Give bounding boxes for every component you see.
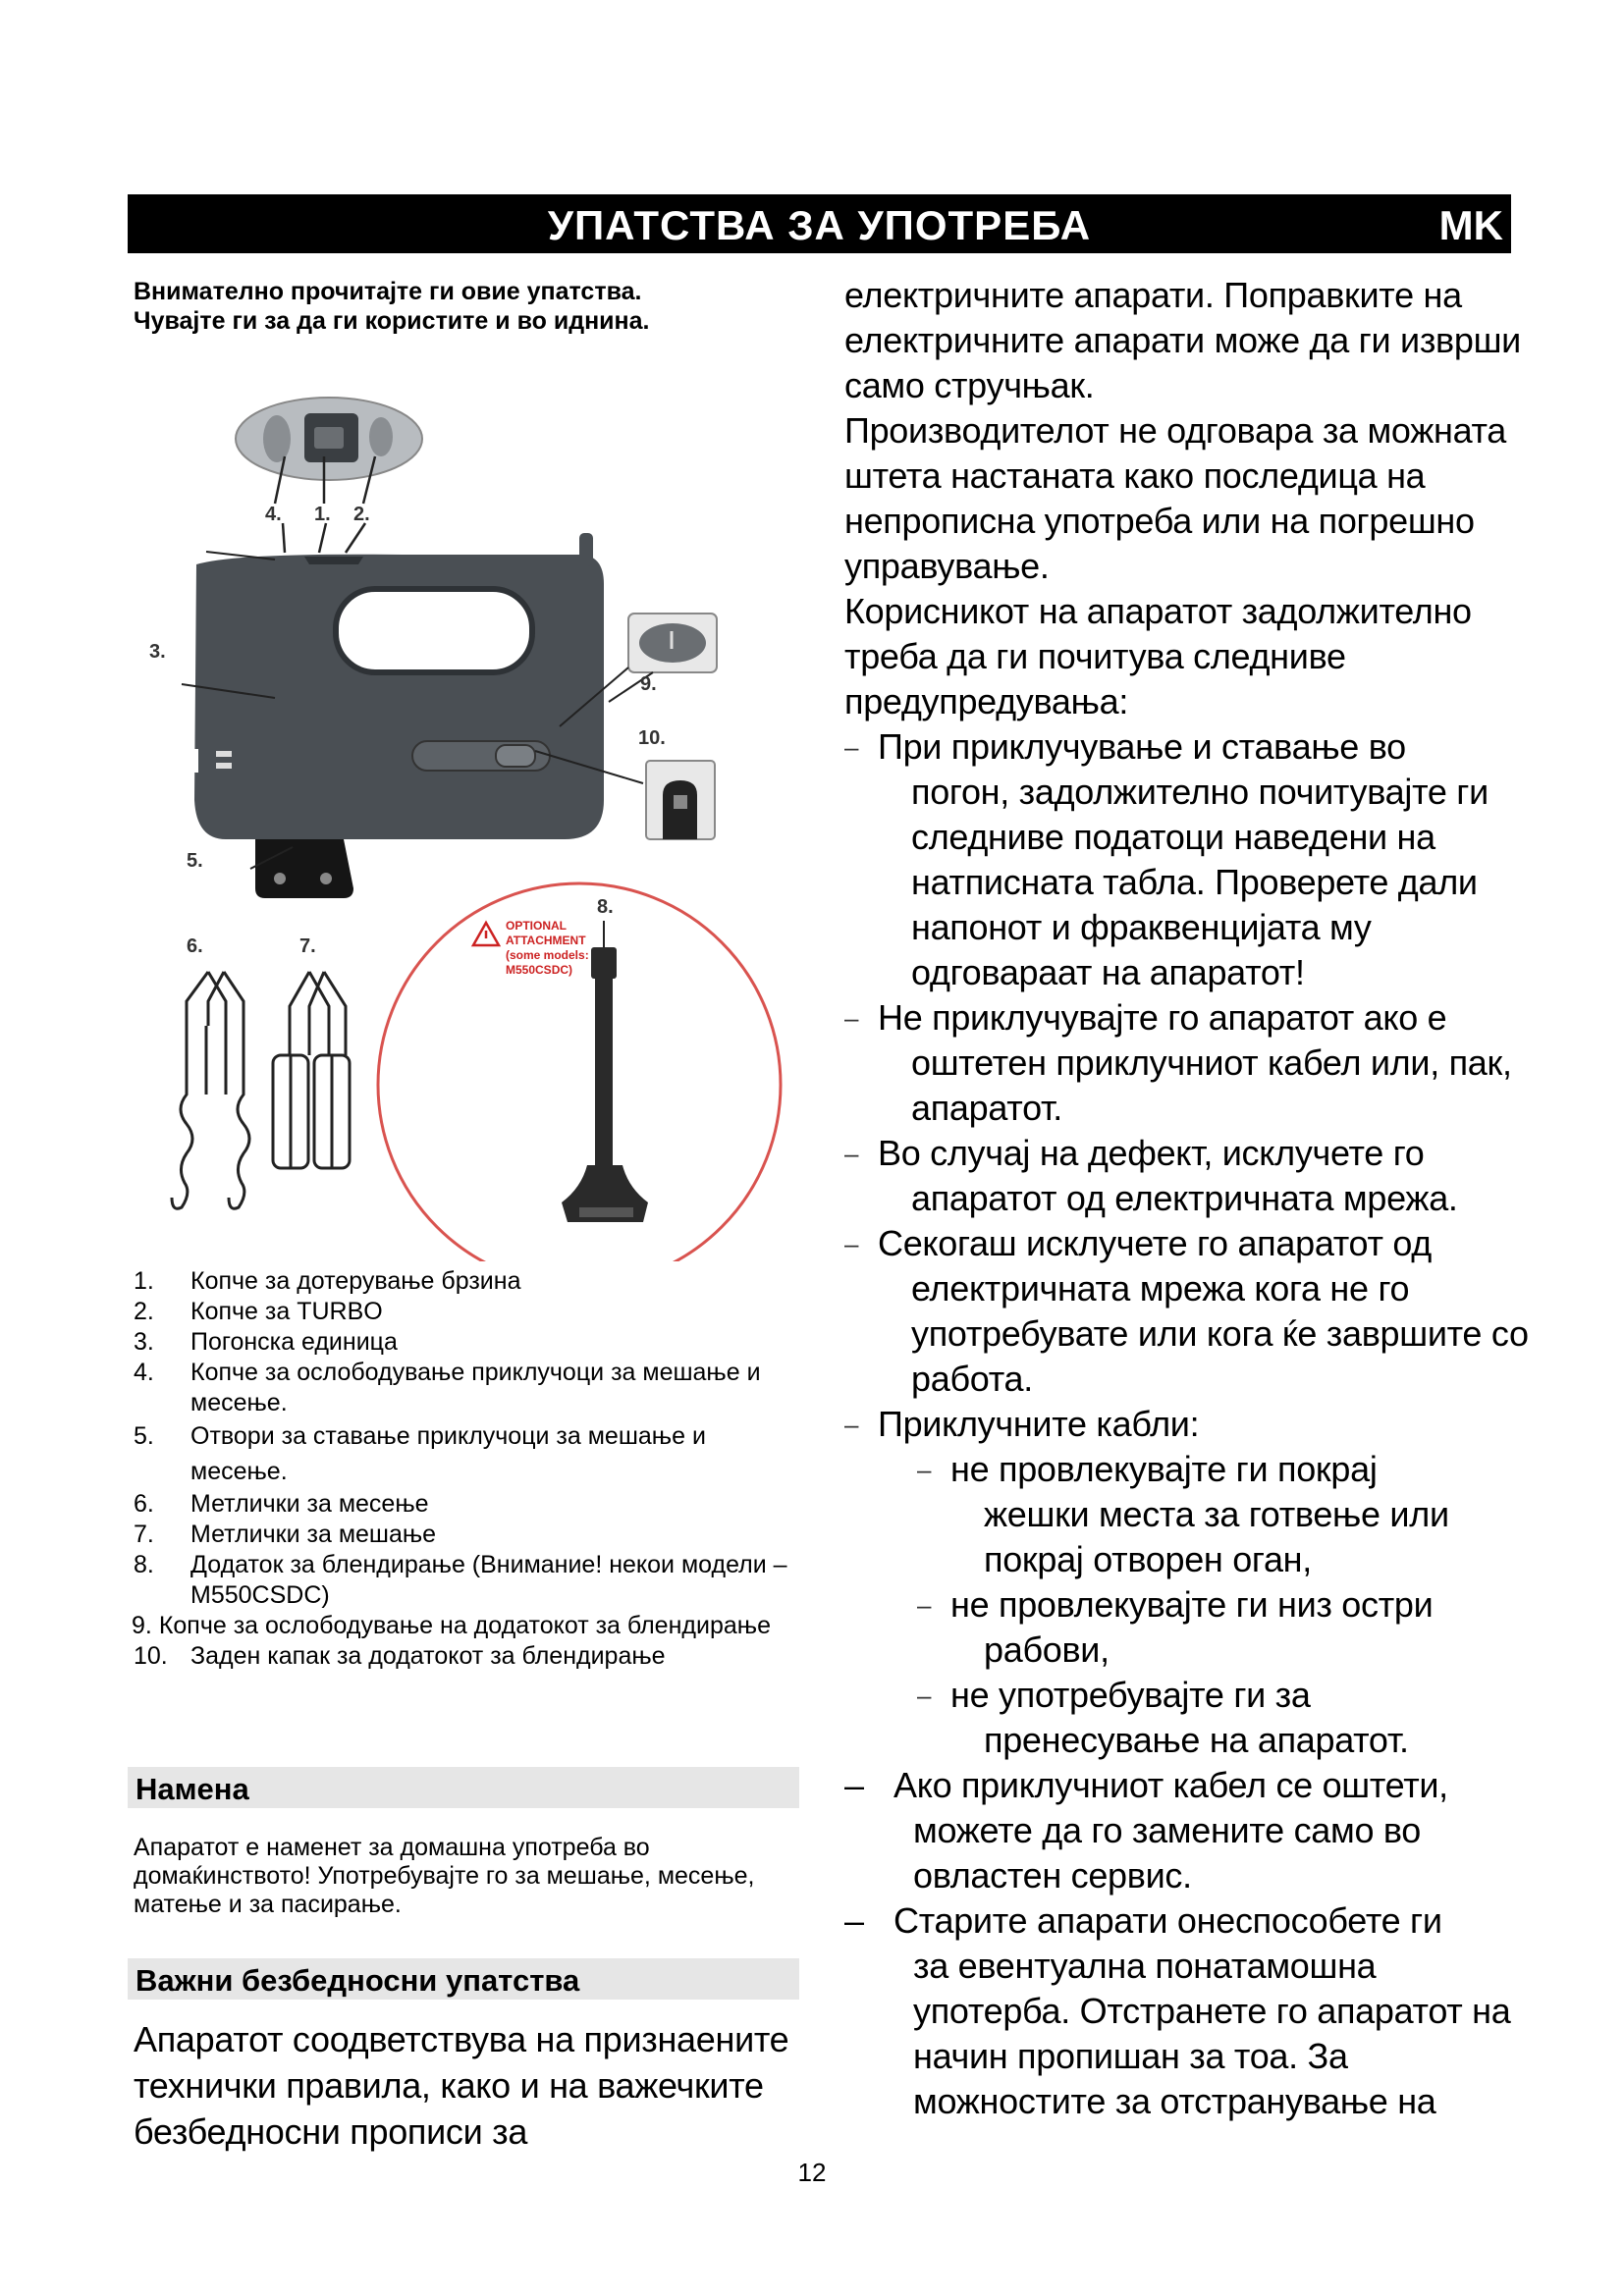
dash-bullet: – (917, 1455, 932, 1484)
figure-label: 10. (638, 727, 666, 749)
list-item (132, 1489, 799, 1520)
cable-subitem (844, 1447, 1532, 1582)
purpose-text: Апаратот е наменет за домашна употреба во домаќинството! Употребувајте го за мешање, месење, матење и за пасирање. (134, 1834, 755, 1918)
warning-item (844, 1402, 1532, 1447)
warning-item (844, 724, 1532, 995)
safety-text: Апаратот соодветствува на признаените технички правила, како и на важечките безбедносни прописи за (134, 2019, 789, 2152)
list-item (132, 1520, 799, 1550)
attachment-note-line: M550CSDC) (506, 963, 573, 977)
warning-text-first: При приклучување и ставање во (878, 726, 1406, 767)
warning-text-rest: за евентуална понатамошна употерба. Отстранете го апаратот на начин пропишан за тоа. За можностите за отстранување на (913, 1946, 1511, 2121)
warning-text-first: Секогаш исклучете го апаратот од (878, 1223, 1432, 1263)
subitem-text-rest: рабови, (984, 1629, 1110, 1670)
figure-label: 4. (265, 504, 282, 525)
warning-item (844, 1898, 1532, 2124)
item-text: Заден капак за додатокот за блендирање (190, 1642, 666, 1670)
warning-item (844, 995, 1532, 1131)
dash-bullet: – (844, 1765, 864, 1805)
attachment-note-line: ATTACHMENT (506, 934, 586, 947)
subitem-text-first: не провлекувајте ги покрај (950, 1449, 1378, 1489)
right-column (844, 273, 1532, 2124)
page-number: 12 (797, 2158, 827, 2187)
item-text: Метлички за месење (190, 1490, 429, 1518)
item-number: 10. (134, 1642, 168, 1670)
dash-bullet: – (917, 1681, 932, 1710)
list-item (132, 1297, 799, 1327)
warning-item (844, 1763, 1532, 1898)
cable-subitem (844, 1673, 1532, 1763)
control-panel-inset (236, 398, 422, 480)
item-number: 5. (134, 1422, 154, 1450)
dash-bullet: – (844, 1900, 864, 1941)
beaters (273, 972, 350, 1168)
item-number: 6. (134, 1490, 154, 1518)
dash-bullet: – (844, 1229, 859, 1258)
warning-text-first: Старите апарати онеспособете ги (893, 1900, 1442, 1941)
item-text: Копче за ослободување на додатокот за блендирање (158, 1612, 771, 1639)
item-text: Копче за ослободување приклучоци за мешање и месење. (190, 1359, 761, 1416)
section-heading-text: Намена (135, 1772, 249, 1806)
warning-text-rest: електричната мрежа кога не го употребувате или кога ќе завршите со работа. (911, 1268, 1529, 1399)
attachment-note-line: (some models: (506, 948, 589, 962)
list-item (132, 1266, 799, 1297)
item-text: Погонска единица (190, 1328, 398, 1356)
warning-text-rest: оштетен приклучниот кабел или, пак, апаратот. (911, 1042, 1512, 1128)
dash-bullet: – (844, 732, 859, 762)
warning-item (844, 1221, 1532, 1402)
item-number: 1. (134, 1267, 154, 1295)
dash-bullet: – (844, 1410, 859, 1439)
section-heading-safety (128, 1958, 799, 2000)
paragraph: Корисникот на апаратот задолжително треба да ги почитува следниве предупредувања: (844, 591, 1472, 721)
item-text: Метлички за мешање (190, 1521, 437, 1548)
item-number: 4. (134, 1359, 154, 1386)
figure-label: 2. (353, 504, 370, 525)
figure-label: 3. (149, 641, 166, 663)
dash-bullet: – (917, 1590, 932, 1620)
parts-list (132, 1266, 799, 1672)
item-number: 9. (132, 1612, 152, 1639)
list-item (132, 1358, 799, 1418)
dash-bullet: – (844, 1003, 859, 1033)
list-item (132, 1611, 799, 1641)
figure-label: 9. (640, 673, 657, 695)
warning-text-rest: апаратот од електричната мрежа. (911, 1178, 1458, 1218)
cable-subitem (844, 1582, 1532, 1673)
list-item (132, 1641, 799, 1672)
warning-text-first: Во случај на дефект, исклучете го (878, 1133, 1425, 1173)
sockets-part (255, 839, 353, 898)
subitem-text-rest: жешки места за готвење или покрај отворен оган, (984, 1494, 1449, 1579)
warning-text-rest: можете да го замените само во овластен сервис. (913, 1810, 1422, 1896)
mixer-illustration (118, 378, 805, 1261)
warning-text-first: Приклучните кабли: (878, 1404, 1200, 1444)
figure-label: 8. (597, 896, 614, 918)
warning-item (844, 1131, 1532, 1221)
section-heading-text: Важни безбедносни упатства (135, 1963, 580, 1998)
attachment-note-line: OPTIONAL (506, 919, 567, 933)
item-number: 8. (134, 1551, 154, 1578)
section-heading-purpose (128, 1767, 799, 1808)
header-bar (128, 194, 1511, 253)
list-item (132, 1418, 799, 1489)
warning-text-first: Ако приклучниот кабел се оштети, (893, 1765, 1448, 1805)
intro-line: Чувајте ги за да ги користите и во иднина. (134, 307, 650, 335)
item-text: Додаток за блендирање (Внимание! некои модели – M550CSDC) (190, 1551, 787, 1609)
list-item (132, 1550, 799, 1611)
figure-label: 7. (299, 935, 316, 957)
list-item (132, 1327, 799, 1358)
item-number: 3. (134, 1328, 154, 1356)
figure-label: 5. (187, 850, 203, 872)
item-text: Копче за TURBO (190, 1298, 383, 1325)
page-title: УПАТСТВА ЗА УПОТРЕБА (547, 202, 1092, 248)
dash-bullet: – (844, 1139, 859, 1168)
dough-hooks (172, 972, 249, 1208)
intro-line: Внимателно прочитајте ги овие упатства. (134, 278, 642, 305)
item-number: 2. (134, 1298, 154, 1325)
blender-attachment (378, 883, 781, 1261)
item-number: 7. (134, 1521, 154, 1548)
item-text: Отвори за ставање приклучоци за мешање и месење. (190, 1422, 706, 1485)
subitem-text-first: не провлекувајте ги низ остри (950, 1584, 1434, 1625)
paragraph: електричните апарати. Поправките на електричните апарати може да ги изврши само стручњак. (844, 275, 1521, 405)
paragraph: Производителот не одговара за можната штета настаната како последица на непрописна употреба или на погрешно управување. (844, 410, 1507, 586)
mixer-figure (118, 378, 805, 1261)
mixer-body (189, 533, 604, 839)
language-code: MK (1438, 202, 1503, 248)
warning-text-first: Не приклучувајте го апаратот ако е (878, 997, 1447, 1038)
item-text: Копче за дотерување брзина (190, 1267, 521, 1295)
figure-label: 6. (187, 935, 203, 957)
intro-note (134, 277, 801, 336)
warning-text-rest: погон, задолжително почитувајте ги следниве податоци наведени на натписната табла. Проверете дали напонот и фраквенцијата му одговараат на апаратот! (911, 772, 1489, 992)
figure-label: 1. (314, 504, 331, 525)
subitem-text-rest: пренесување на апаратот. (984, 1720, 1409, 1760)
subitem-text-first: не употребувајте ги за (950, 1675, 1311, 1715)
